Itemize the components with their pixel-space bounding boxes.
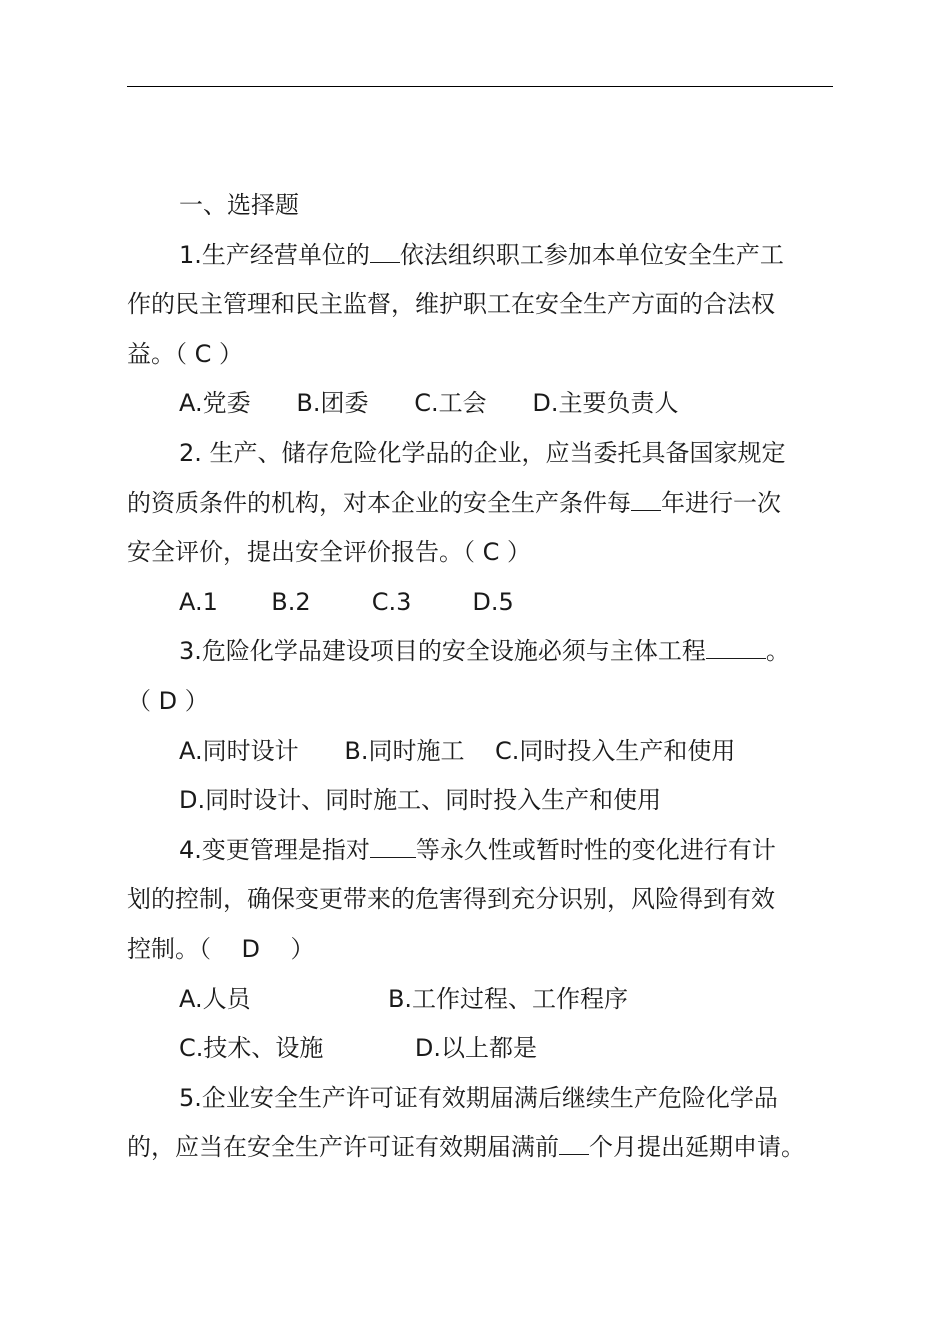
question-5-line-1: 5.企业安全生产许可证有效期届满后继续生产危险化学品 [179,1083,778,1112]
header-rule [127,86,833,87]
answer-blank [370,240,400,263]
section-title: 一、选择题 [179,191,299,219]
question-5-line-2: 的，应当在安全生产许可证有效期届满前 个月提出延期申请。 [127,1133,805,1162]
answer-blank [631,488,661,511]
question-2-line-1: 2. 生产、储存危险化学品的企业，应当委托具备国家规定 [179,438,786,467]
answer-blank [706,636,766,659]
question-4-line-2: 划的控制，确保变更带来的危害得到充分识别，风险得到有效 [127,885,775,914]
question-4-options-2: C.技术、设施 D.以上都是 [179,1034,538,1063]
question-4-line-3: 控制。（ D ） [127,934,315,963]
question-4-options-1: A.人员 B.工作过程、工作程序 [179,984,629,1013]
question-2-options: A.1 B.2 C.3 D.5 [179,587,514,616]
answer-blank [559,1132,589,1155]
question-3-line-2: （ D ） [127,686,209,715]
question-3-line-1: 3.危险化学品建设项目的安全设施必须与主体工程 。 [179,637,790,666]
question-1-line-2: 作的民主管理和民主监督，维护职工在安全生产方面的合法权 [127,290,775,319]
question-1-line-3: 益。（ C ） [127,339,244,368]
document-body [127,181,839,1173]
question-2-line-2: 的资质条件的机构，对本企业的安全生产条件每 年进行一次 [127,488,781,517]
question-1-line-1: 1.生产经营单位的 依法组织职工参加本单位安全生产工 [179,240,784,269]
question-4-line-1: 4.变更管理是指对 等永久性或暂时性的变化进行有计 [179,835,776,864]
question-1-options: A.党委 B.团委 C.工会 D.主要负责人 [179,389,679,418]
answer-blank [370,835,416,858]
question-3-options-1: A.同时设计 B.同时施工 C.同时投入生产和使用 [179,736,736,765]
question-2-line-3: 安全评价，提出安全评价报告。（ C ） [127,538,532,567]
question-3-options-2: D.同时设计、同时施工、同时投入生产和使用 [179,786,662,815]
